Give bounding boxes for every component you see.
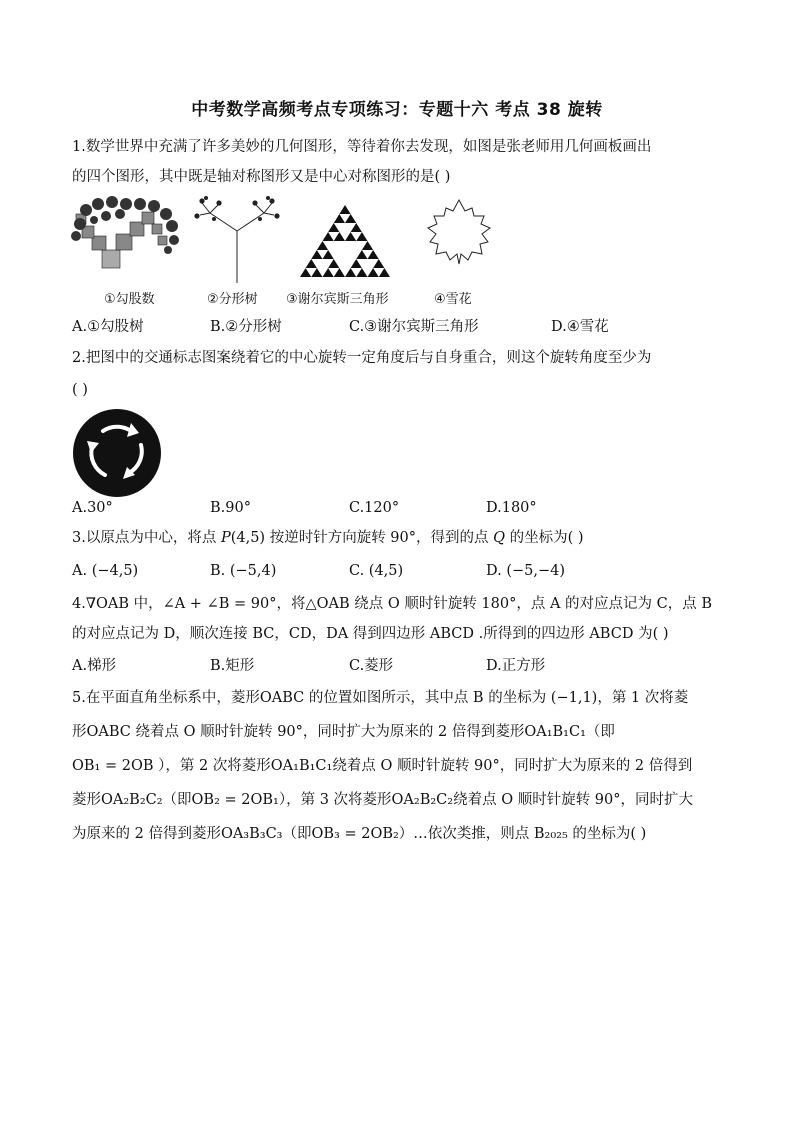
koch-snowflake-figure [414,198,504,278]
roundabout-sign-icon [73,409,161,497]
q4-text-line2: 的对应点记为 D，顺次连接 BC，CD，DA 得到四边形 ABCD .所得到的四边形 ABCD 为( ) [72,626,669,642]
q2-text-line1: 2.把图中的交通标志图案绕着它的中心旋转一定角度后与自身重合，则这个旋转角度至少为 [72,350,652,366]
caption-sierpinski-triangle: ③谢尔宾斯三角形 [286,292,389,307]
q4-text-line1: 4.∇OAB 中，∠A + ∠B = 90°，将△OAB 绕点 O 顺时针旋转 180°，点 A 的对应点记为 C，点 B [72,596,713,612]
q2-option-c[interactable]: C.120° [349,500,400,516]
sierpinski-triangle-figure [300,205,390,277]
pythagoras-tree-figure [72,198,182,273]
q1-option-a[interactable]: A.①勾股树 [72,319,144,335]
q5-text-line2: 形OABC 绕着点 O 顺时针旋转 90°，同时扩大为原来的 2 倍得到菱形OA₁B₁C₁（即 [72,724,615,740]
q2-option-b[interactable]: B.90° [210,500,251,516]
q1-text-line1: 1.数学世界中充满了许多美妙的几何图形，等待着你去发现，如图是张老师用几何画板画出 [72,139,652,155]
q1-option-b[interactable]: B.②分形树 [210,319,282,335]
q3-option-d[interactable]: D. (−5,−4) [486,563,565,579]
q2-option-a[interactable]: A.30° [72,500,113,516]
q5-text-line3: OB₁ = 2OB ），第 2 次将菱形OA₁B₁C₁绕着点 O 顺时针旋转 90°，同时扩大为原来的 2 倍得到 [72,758,693,774]
q4-option-b[interactable]: B.矩形 [210,658,255,674]
caption-pythagoras-tree: ①勾股数 [104,292,155,307]
page-title: 中考数学高频考点专项练习：专题十六 考点 38 旋转 [191,100,603,120]
q5-text-line1: 5.在平面直角坐标系中，菱形OABC 的位置如图所示，其中点 B 的坐标为 (−1,1)，第 1 次将菱 [72,690,689,706]
q3-option-c[interactable]: C. (4,5) [349,563,404,579]
q1-option-c[interactable]: C.③谢尔宾斯三角形 [349,319,479,335]
caption-koch-snowflake: ④雪花 [434,292,472,307]
q3-text: 3.以原点为中心，将点 P(4,5) 按逆时针方向旋转 90°，得到的点 Q 的坐标为( ) [72,530,584,546]
q3-option-a[interactable]: A. (−4,5) [72,563,139,579]
fractal-tree-figure [192,195,282,285]
q3-option-b[interactable]: B. (−5,4) [210,563,277,579]
q2-text-line2: ( ) [72,382,88,398]
q5-text-line5: 为原来的 2 倍得到菱形OA₃B₃C₃（即OB₃ = 2OB₂）…依次类推，则点 B₂₀₂₅ 的坐标为( ) [72,826,647,842]
q4-option-c[interactable]: C.菱形 [349,658,394,674]
q1-option-d[interactable]: D.④雪花 [551,319,609,335]
q4-option-a[interactable]: A.梯形 [72,658,117,674]
q5-text-line4: 菱形OA₂B₂C₂（即OB₂ = 2OB₁），第 3 次将菱形OA₂B₂C₂绕着点 O 顺时针旋转 90°，同时扩大 [72,792,694,808]
caption-fractal-tree: ②分形树 [207,292,258,307]
q2-option-d[interactable]: D.180° [486,500,537,516]
q4-option-d[interactable]: D.正方形 [486,658,546,674]
q1-text-line2: 的四个图形，其中既是轴对称图形又是中心对称图形的是( ) [72,169,451,185]
